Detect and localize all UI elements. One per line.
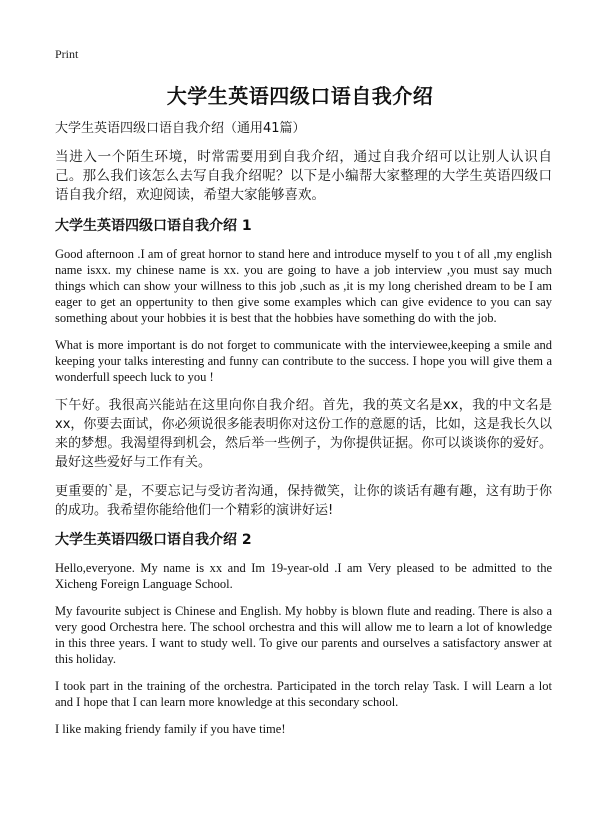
intro-paragraph: 当进入一个陌生环境，时常需要用到自我介绍，通过自我介绍可以让别人认识自己。那么我们该怎么去写自我介绍呢？以下是小编帮大家整理的大学生英语四级口语自我介绍，欢迎阅读，希望大家能够喜欢。 bbox=[55, 149, 552, 203]
section-2-paragraph-1: Hello,everyone. My name is xx and Im 19-year-old .I am Very pleased to be admitted to the Xicheng Foreign Language School. bbox=[55, 561, 552, 591]
section-1-heading: 大学生英语四级口语自我介绍 1 bbox=[55, 218, 252, 234]
section-1-paragraph-1: Good afternoon .I am of great hornor to stand here and introduce myself to you t of all ,my english name isxx. my chinese name is xx. you are going to have a job interview ,you must say much things which can show your willness to this job ,such as ,it is my long cherished dream to be I am eager to get an oppertunity to then give some examples which can give evidence to you can say something about your hobbies it is best that the hobbies have something do with the job. bbox=[55, 247, 552, 325]
print-link[interactable]: Print bbox=[55, 47, 79, 61]
section-1-paragraph-3: 下午好。我很高兴能站在这里向你自我介绍。首先，我的英文名是xx，我的中文名是xx，你要去面试，你必须说很多能表明你对这份工作的意愿的话，比如，这是我长久以来的梦想。我渴望得到机会，然后举一些例子，为你提供证据。你可以谈谈你的爱好。最好这些爱好与工作有关。 bbox=[55, 398, 552, 470]
section-2-paragraph-2: My favourite subject is Chinese and English. My hobby is blown flute and reading. There is also a very good Orchestra here. The school orchestra and this will allow me to learn a lot of knowledge in this three years. I want to study well. To give our parents and ourselves a satisfactory answer at this holiday. bbox=[55, 604, 552, 666]
document-subtitle: 大学生英语四级口语自我介绍（通用41篇） bbox=[55, 121, 306, 136]
page-title: 大学生英语四级口语自我介绍 bbox=[166, 84, 434, 108]
section-2-paragraph-3: I took part in the training of the orchestra. Participated in the torch relay Task. I will Learn a lot and I hope that I can learn more knowledge at this secondary school. bbox=[55, 679, 552, 709]
section-2-paragraph-4: I like making friendy family if you have time! bbox=[55, 722, 286, 736]
document-body bbox=[55, 120, 552, 748]
section-1-paragraph-4: 更重要的`是，不要忘记与受访者沟通，保持微笑，让你的谈话有趣有趣，这有助于你的成功。我希望你能给他们一个精彩的演讲好运! bbox=[55, 484, 552, 518]
section-2-heading: 大学生英语四级口语自我介绍 2 bbox=[55, 532, 252, 548]
section-1-paragraph-2: What is more important is do not forget to communicate with the interviewee,keeping a smile and keeping your talks interesting and funny can contribute to the success. I hope you will give them a wonderfull speech luck to you ! bbox=[55, 338, 552, 384]
